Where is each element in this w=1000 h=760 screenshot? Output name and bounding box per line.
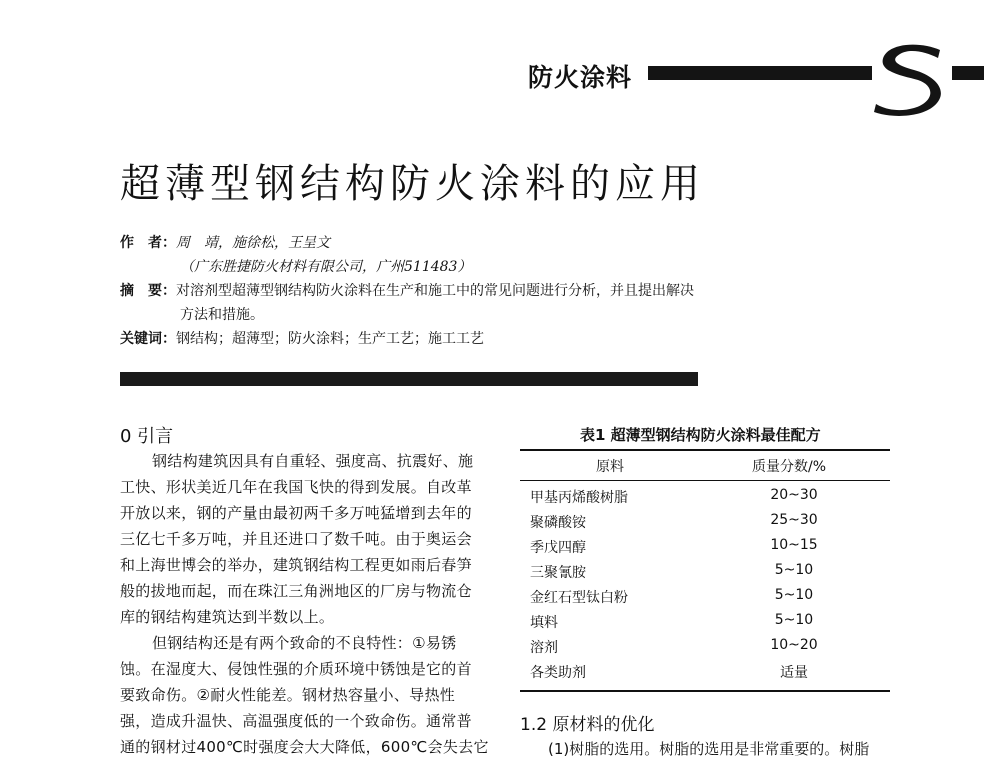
table-cell-mass: 20~30 [770, 487, 818, 503]
intro-line: 和上海世博会的举办，建筑钢结构工程更如雨后春笋 [120, 556, 472, 574]
separator-band [120, 372, 698, 386]
authors: 周 靖，施徐松，王呈文 [176, 235, 330, 251]
section-label: 防火涂料 [528, 63, 633, 92]
table-cell-material: 各类助剂 [530, 665, 586, 681]
intro-line: 要致命伤。②耐火性能差。钢材热容量小、导热性 [120, 686, 456, 704]
abstract-line [120, 280, 694, 300]
section-body-line: (1)树脂的选用。树脂的选用是非常重要的。树脂 [548, 740, 870, 758]
table-cell-material: 溶剂 [530, 640, 558, 656]
abstract-text-1: 对溶剂型超薄型钢结构防火涂料在生产和施工中的常见问题进行分析，并且提出解决 [176, 283, 694, 299]
table-header-mass-fraction: 质量分数/% [752, 459, 827, 475]
intro-line: 工快、形状美近几年在我国飞快的得到发展。自改革 [120, 478, 472, 496]
intro-heading: 0 引言 [120, 426, 174, 447]
table-cell-material: 甲基丙烯酸树脂 [530, 490, 628, 506]
keywords-label: 关键词： [120, 331, 176, 347]
table-cell-mass: 10~15 [770, 537, 818, 553]
table-bottom-rule [520, 690, 890, 692]
table-cell-mass: 适量 [780, 665, 808, 681]
table-cell-mass: 5~10 [774, 587, 814, 603]
intro-line: 强，造成升温快、高温强度低的一个致命伤。通常普 [120, 712, 472, 730]
intro-line: 钢结构建筑因具有自重轻、强度高、抗震好、施 [152, 452, 474, 470]
authors-line [120, 232, 330, 252]
keywords: 钢结构；超薄型；防火涂料；生产工艺；施工工艺 [176, 331, 484, 347]
table-cell-material: 聚磷酸铵 [530, 515, 586, 531]
keywords-line [120, 328, 484, 348]
table-cell-material: 三聚氰胺 [530, 565, 586, 581]
header-bar [648, 66, 872, 80]
intro-line: 蚀。在湿度大、侵蚀性强的介质环境中锈蚀是它的首 [120, 660, 472, 678]
s-logo-icon [870, 40, 950, 116]
table-header-material: 原料 [596, 459, 624, 475]
table-caption: 表1 超薄型钢结构防火涂料最佳配方 [580, 426, 821, 444]
intro-line: 般的拔地而起，而在珠江三角洲地区的厂房与物流仓 [120, 582, 472, 600]
table-cell-material: 季戊四醇 [530, 540, 586, 556]
intro-line: 库的钢结构建筑达到半数以上。 [120, 608, 335, 626]
authors-label: 作 者： [120, 235, 176, 251]
subsection-heading: 1.2 原材料的优化 [520, 715, 655, 735]
table-cell-mass: 10~20 [770, 637, 818, 653]
abstract-label: 摘 要： [120, 283, 176, 299]
table-cell-mass: 5~10 [774, 612, 814, 628]
header-dash [952, 66, 984, 80]
intro-line: 通的钢材过400℃时强度会大大降低，600℃会失去它 [120, 738, 489, 756]
article-title: 超薄型钢结构防火涂料的应用 [120, 161, 705, 207]
intro-line: 开放以来，钢的产量由最初两千多万吨猛增到去年的 [120, 504, 472, 522]
table-cell-mass: 25~30 [770, 512, 818, 528]
table-cell-mass: 5~10 [774, 562, 814, 578]
intro-line: 但钢结构还是有两个致命的不良特性：①易锈 [152, 634, 457, 652]
table-cell-material: 金红石型钛白粉 [530, 590, 628, 606]
abstract-text-2: 方法和措施。 [180, 307, 264, 323]
intro-line: 三亿七千多万吨，并且还进口了数千吨。由于奥运会 [120, 530, 472, 548]
affiliation: （广东胜捷防火材料有限公司，广州511483） [180, 259, 472, 275]
table-top-rule [520, 449, 890, 451]
table-cell-material: 填料 [530, 615, 558, 631]
table-header-rule [520, 480, 890, 481]
